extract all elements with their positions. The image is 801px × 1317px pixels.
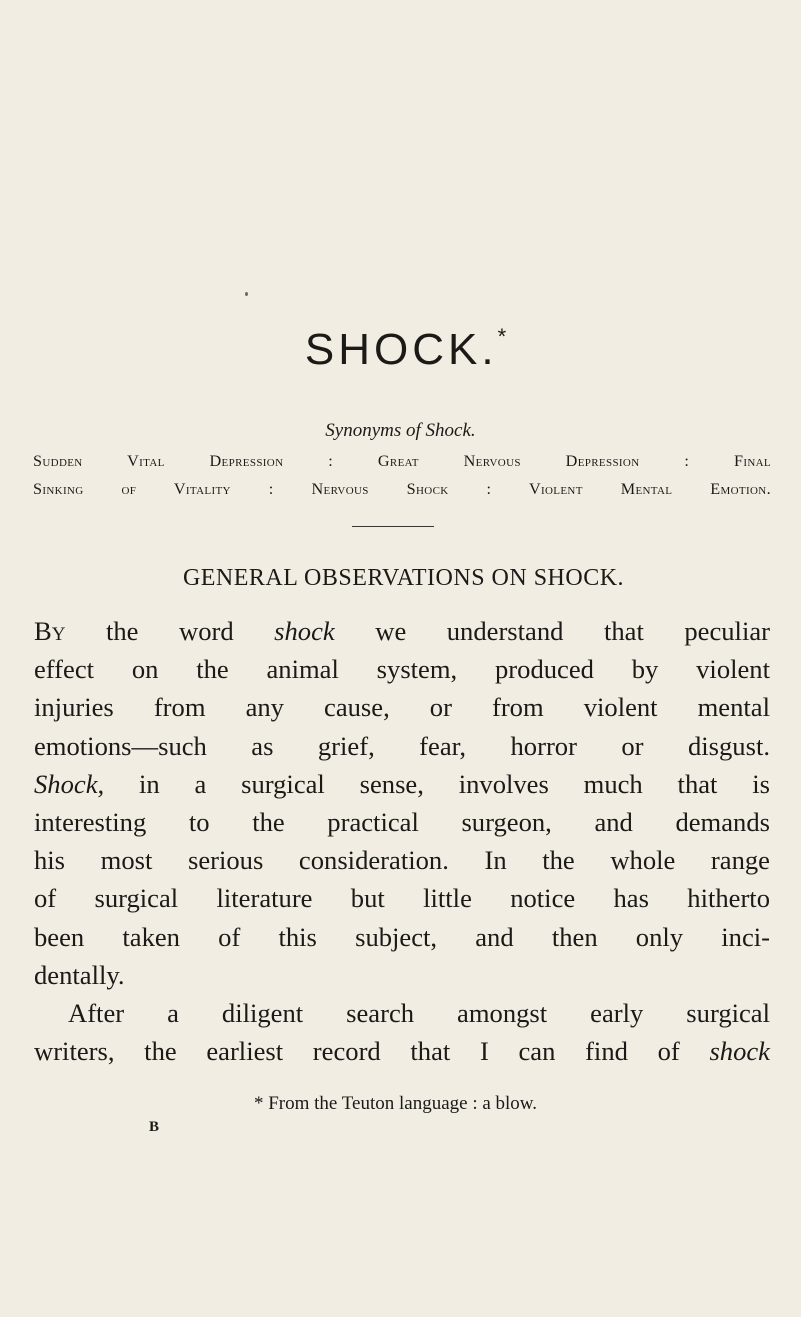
divider-rule xyxy=(352,526,434,527)
synonyms-line: Sudden Vital Depression : Great Nervous Depression : Final xyxy=(33,452,771,470)
synonyms-line: Sinking of Vitality : Nervous Shock : Violent Mental Emotion. xyxy=(33,480,771,498)
body-paragraph xyxy=(34,612,770,1070)
signature-mark: B xyxy=(149,1119,160,1135)
text-line: of surgical literature but little notice has hitherto xyxy=(34,883,770,914)
title-text: SHOCK. xyxy=(304,325,498,374)
title-footnote-mark: * xyxy=(497,324,507,349)
text-run: in a surgical sense, involves much that is xyxy=(104,768,770,799)
text-run: the word xyxy=(65,616,275,646)
text-line: been taken of this subject, and then only inci- xyxy=(34,921,770,952)
ink-speck xyxy=(245,292,248,296)
text-line: his most serious consideration. In the whole range xyxy=(34,845,770,876)
text-line: effect on the animal system, produced by violent xyxy=(34,654,770,685)
synonyms-heading: Synonyms of Shock. xyxy=(325,420,476,441)
emphasis: Shock, xyxy=(34,768,105,799)
text-line xyxy=(34,1032,770,1070)
emphasis: shock xyxy=(274,616,335,646)
page-title xyxy=(0,324,801,374)
emphasis: shock xyxy=(709,1036,770,1067)
text-line: dentally. xyxy=(34,959,125,990)
text-line: injuries from any cause, or from violent mental xyxy=(34,692,770,723)
text-line: After a diligent search amongst early surgical xyxy=(68,998,770,1029)
text-line: interesting to the practical surgeon, and demands xyxy=(34,807,770,838)
text-run: we understand that peculiar xyxy=(334,616,770,646)
text-line xyxy=(34,765,770,803)
section-heading: GENERAL OBSERVATIONS ON SHOCK. xyxy=(182,565,625,591)
drop-word: By xyxy=(34,616,66,646)
text-line: emotions—such as grief, fear, horror or disgust. xyxy=(34,730,770,761)
text-line xyxy=(34,612,770,650)
footnote: * From the Teuton language : a blow. xyxy=(253,1093,538,1114)
synonyms-list xyxy=(33,447,771,503)
text-run: writers, the earliest record that I can find of xyxy=(34,1036,710,1067)
